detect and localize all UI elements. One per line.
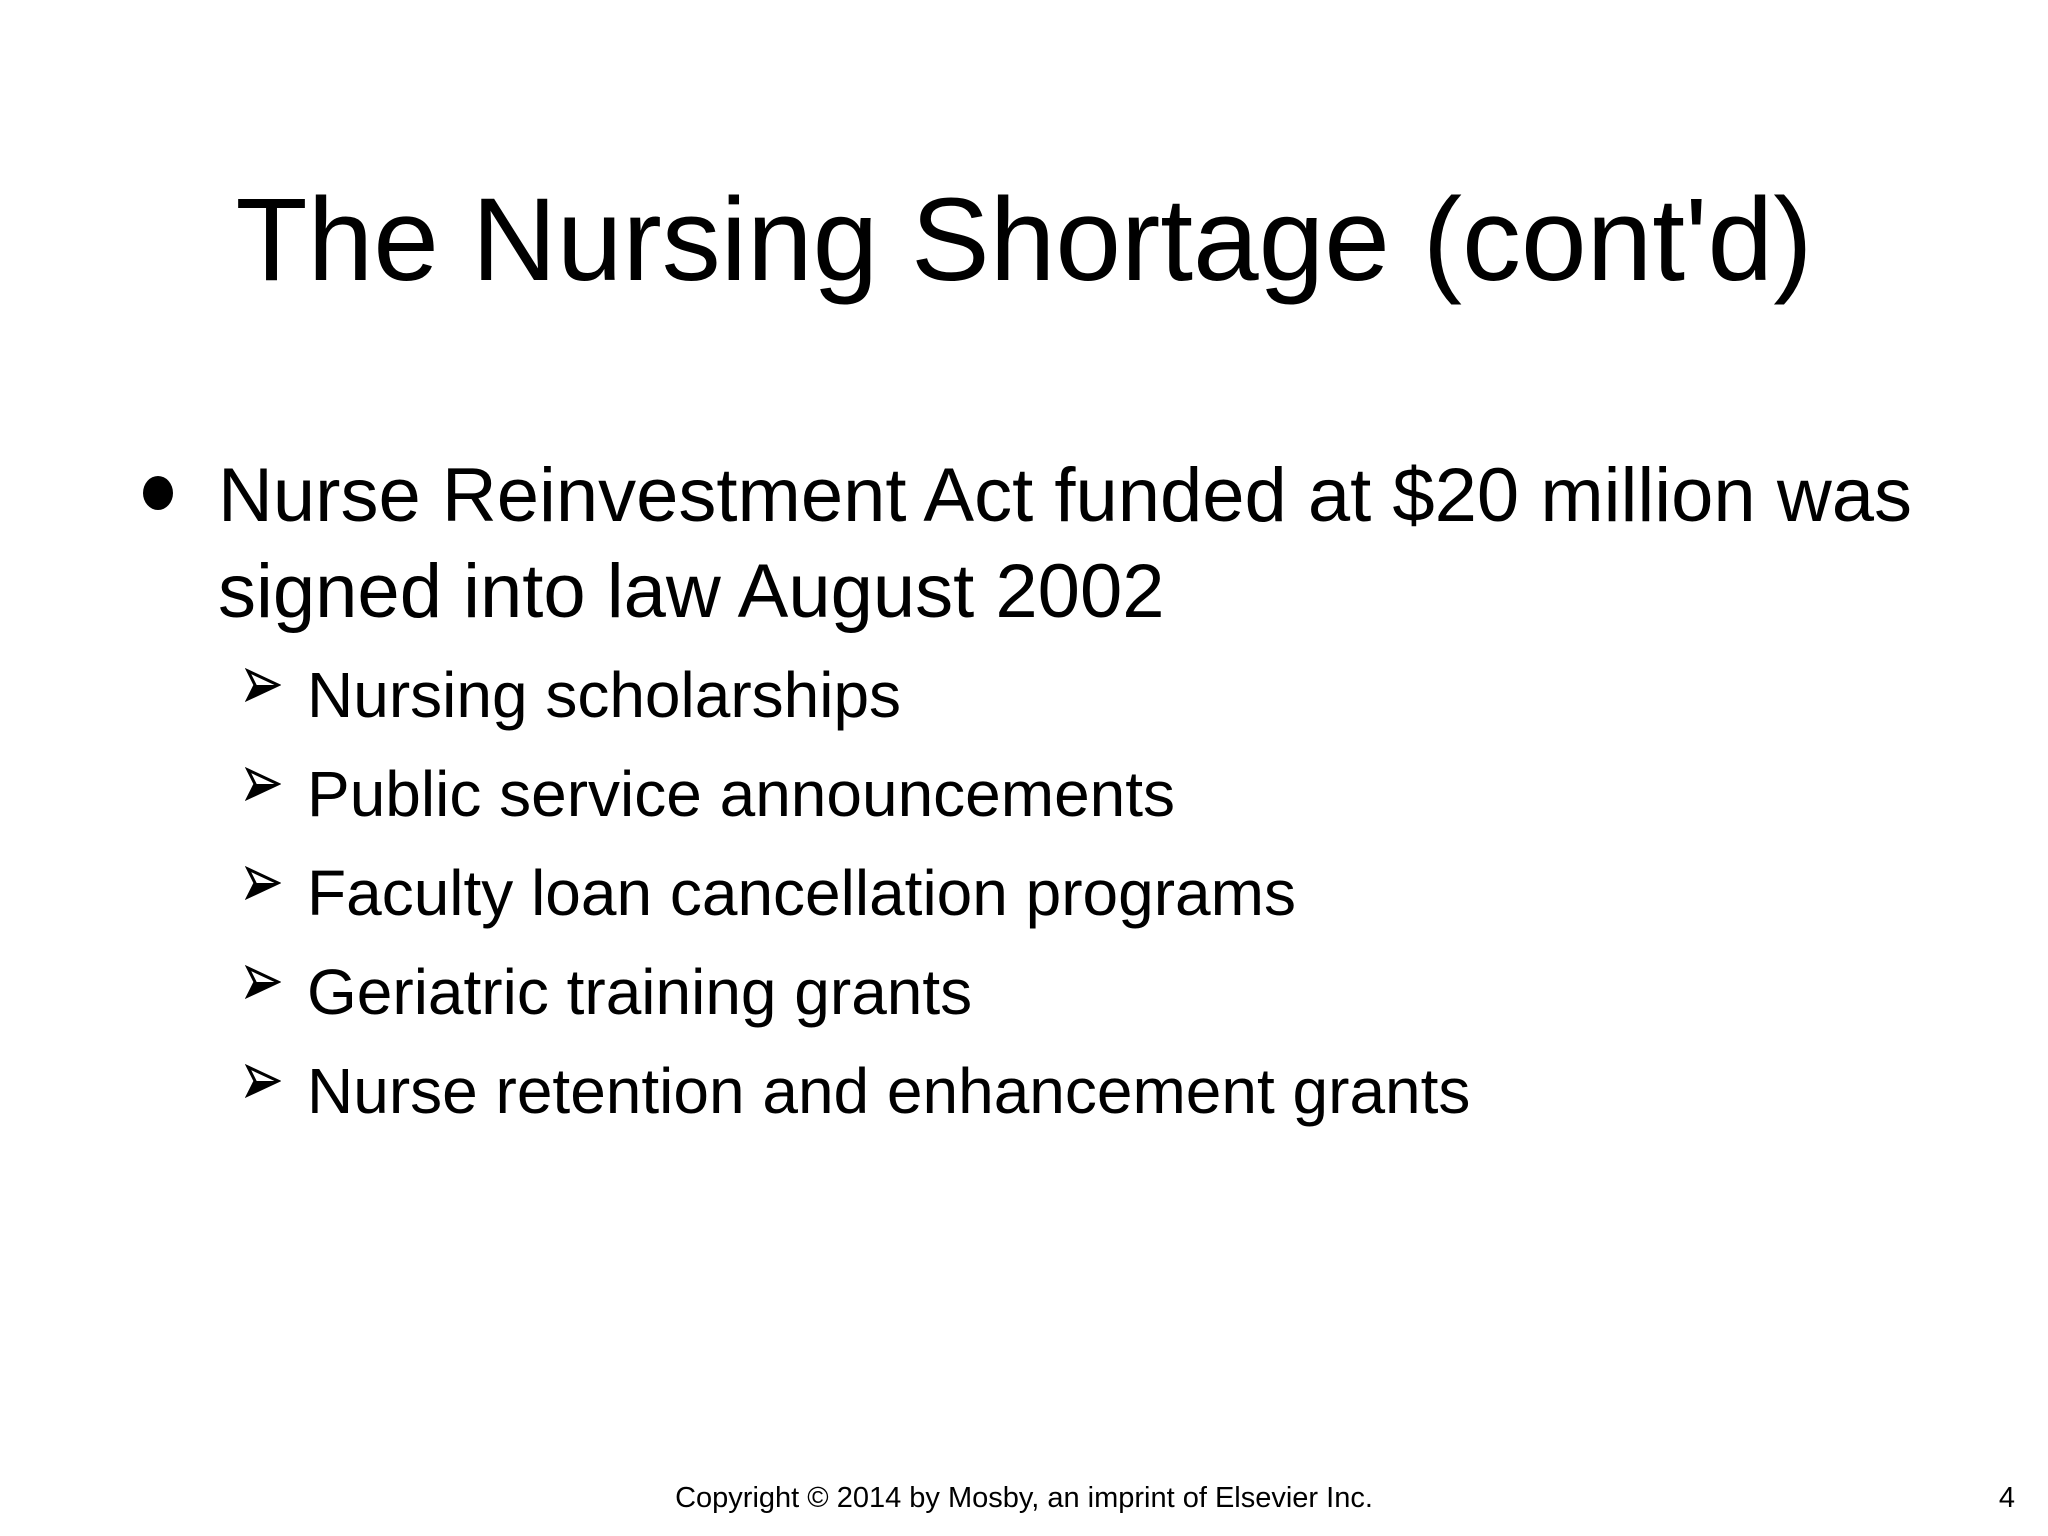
sub-bullet-text: Nurse retention and enhancement grants: [307, 1055, 1471, 1127]
arrowhead-icon: [245, 964, 281, 1000]
main-bullet-text: Nurse Reinvestment Act funded at $20 million was signed into law August 2002: [218, 453, 1912, 634]
sub-bullet-text: Geriatric training grants: [307, 956, 973, 1028]
arrowhead-icon: [245, 865, 281, 901]
arrowhead-icon: [245, 667, 281, 703]
sub-bullet-text: Public service announcements: [307, 758, 1176, 830]
page-number: 4: [1998, 1482, 2015, 1514]
copyright-footer: Copyright © 2014 by Mosby, an imprint of Elsevier Inc.: [675, 1482, 1373, 1514]
arrowhead-icon: [245, 766, 281, 802]
slide-title: The Nursing Shortage (cont'd): [235, 174, 1813, 306]
sub-bullet-text: Faculty loan cancellation programs: [307, 857, 1296, 929]
arrowhead-icon: [245, 1063, 281, 1099]
bullet-dot-icon: [143, 476, 173, 510]
sub-bullet-text: Nursing scholarships: [307, 659, 902, 731]
